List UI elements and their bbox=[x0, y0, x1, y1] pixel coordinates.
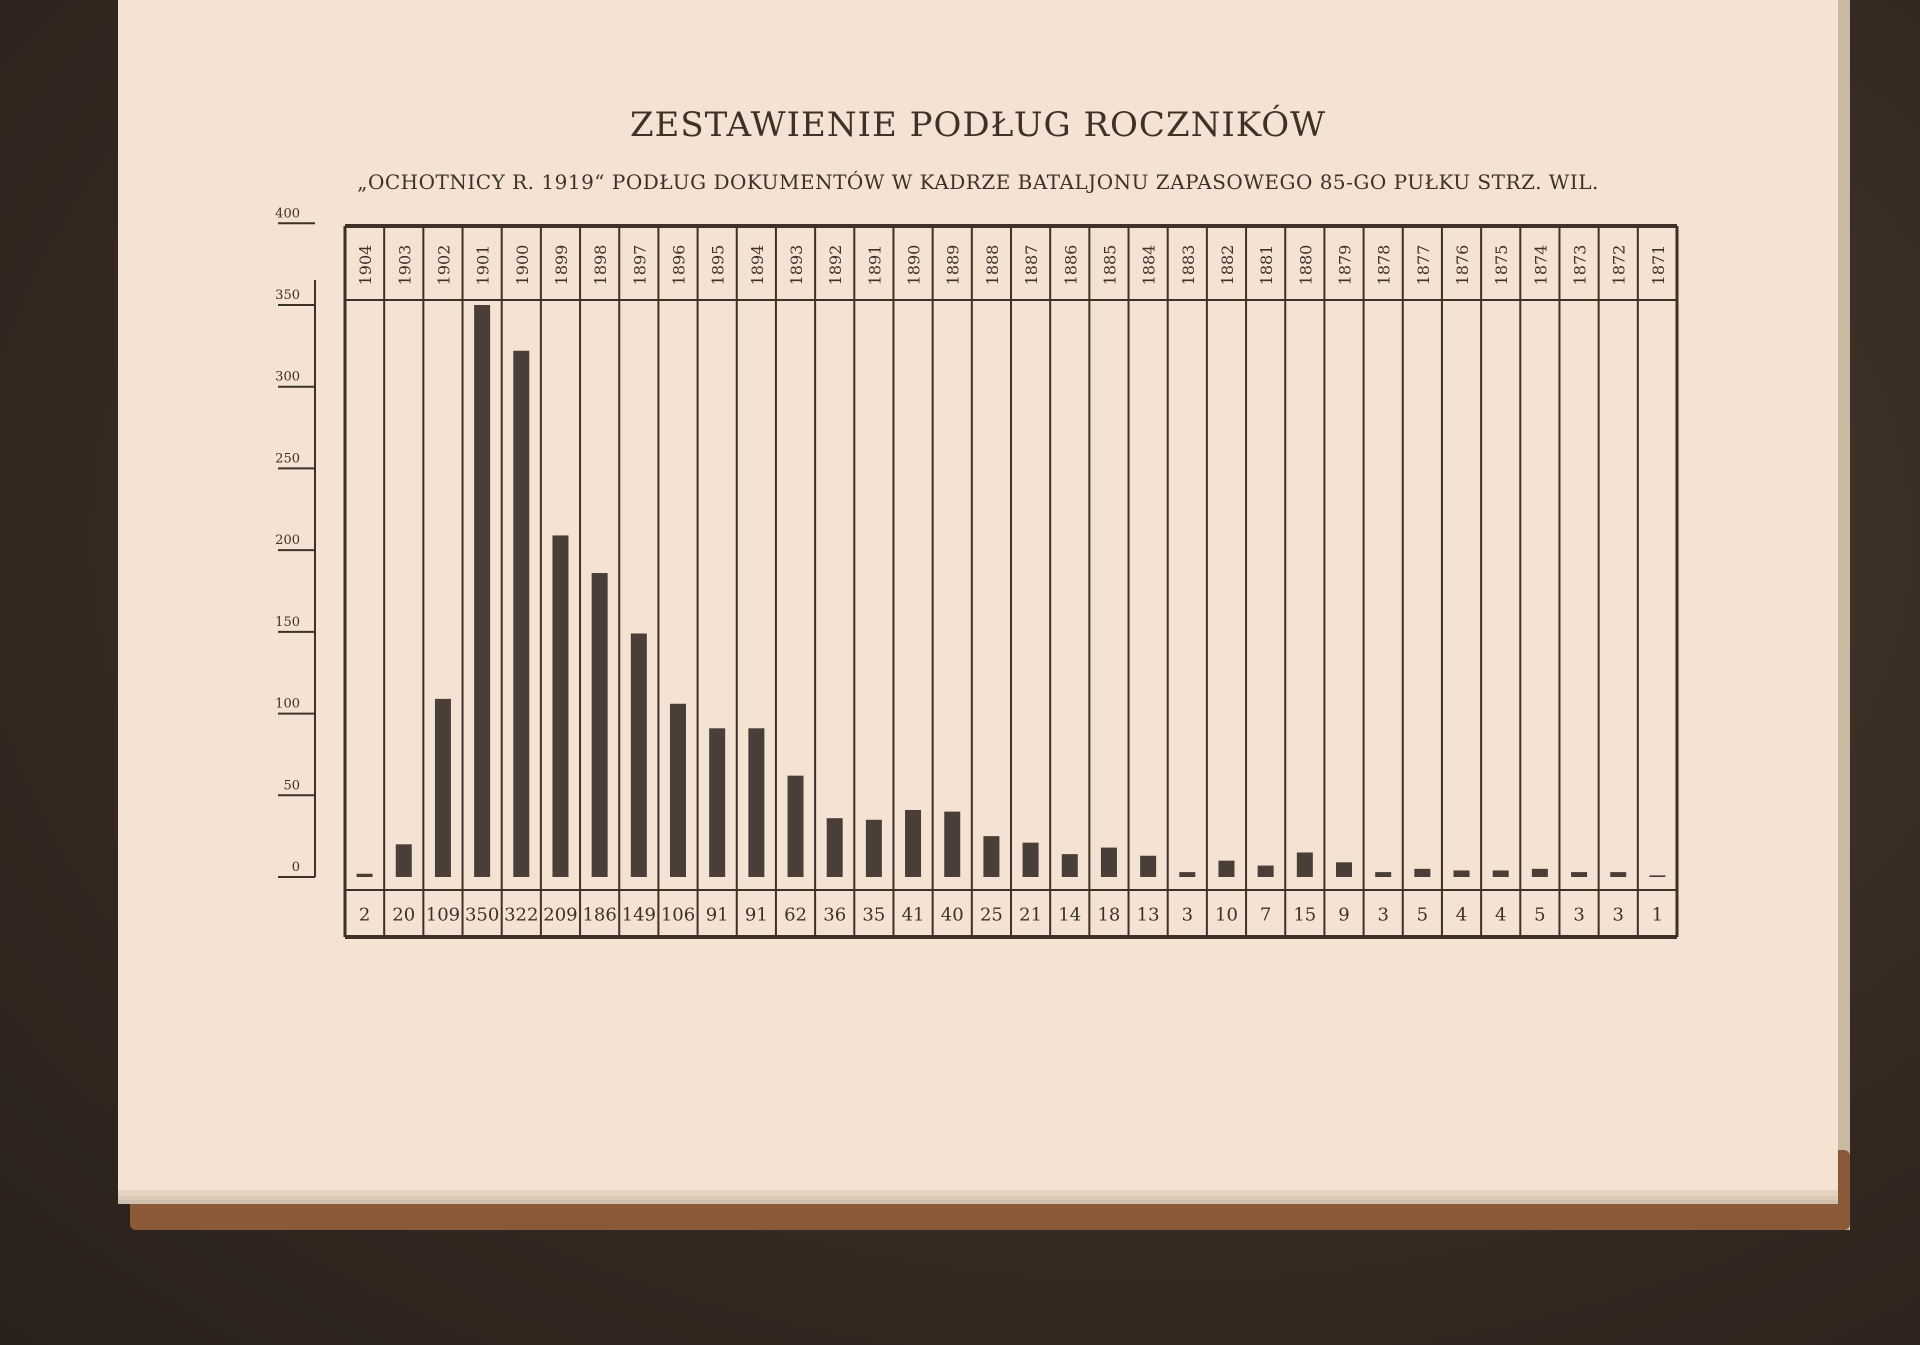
y-tick-label: 150 bbox=[275, 614, 300, 630]
value-label-1874: 5 bbox=[1534, 904, 1546, 926]
bar-1904 bbox=[357, 874, 373, 877]
bar-1877 bbox=[1414, 869, 1430, 877]
year-label-1880: 1880 bbox=[1296, 244, 1316, 286]
y-tick-label: 250 bbox=[275, 451, 300, 467]
year-label-1901: 1901 bbox=[473, 244, 493, 286]
year-label-1903: 1903 bbox=[395, 244, 415, 286]
year-label-1886: 1886 bbox=[1061, 244, 1081, 286]
bar-1891 bbox=[866, 820, 882, 877]
year-label-1904: 1904 bbox=[356, 244, 376, 286]
value-label-1901: 350 bbox=[464, 904, 500, 926]
value-label-1903: 20 bbox=[392, 904, 416, 926]
year-label-1878: 1878 bbox=[1374, 244, 1394, 286]
bar-1881 bbox=[1258, 866, 1274, 877]
year-label-1890: 1890 bbox=[904, 244, 924, 286]
value-label-1893: 62 bbox=[784, 904, 807, 926]
year-label-1887: 1887 bbox=[1022, 244, 1042, 286]
year-label-1881: 1881 bbox=[1257, 244, 1277, 286]
chart-subtitle: „OCHOTNICY R. 1919“ PODŁUG DOKUMENTÓW W KADRZE BATALJONU ZAPASOWEGO 85-GO PUŁKU STRZ. WIL. bbox=[357, 170, 1599, 194]
bar-1888 bbox=[983, 836, 999, 877]
year-label-1884: 1884 bbox=[1139, 244, 1159, 286]
value-label-1875: 4 bbox=[1494, 904, 1507, 926]
y-tick-label: 50 bbox=[283, 778, 300, 794]
value-label-1894: 91 bbox=[744, 904, 768, 926]
value-label-1871: 1 bbox=[1651, 904, 1664, 926]
value-label-1873: 3 bbox=[1573, 904, 1585, 926]
value-label-1883: 3 bbox=[1181, 904, 1194, 926]
year-label-1902: 1902 bbox=[434, 244, 454, 286]
bar-1889 bbox=[944, 812, 960, 877]
year-label-1892: 1892 bbox=[826, 244, 846, 286]
value-label-1877: 5 bbox=[1416, 904, 1429, 926]
value-label-1904: 2 bbox=[358, 904, 371, 926]
bar-1892 bbox=[827, 818, 843, 877]
bar-1878 bbox=[1375, 872, 1391, 877]
value-label-1896: 106 bbox=[660, 904, 696, 926]
value-label-1889: 40 bbox=[940, 904, 964, 926]
bar-1886 bbox=[1062, 854, 1078, 877]
y-tick-label: 400 bbox=[275, 206, 300, 222]
year-label-1874: 1874 bbox=[1531, 244, 1551, 286]
value-label-1885: 18 bbox=[1097, 904, 1121, 926]
bar-1902 bbox=[435, 699, 451, 877]
value-label-1880: 15 bbox=[1293, 904, 1317, 926]
bar-1901 bbox=[474, 305, 490, 877]
bar-1872 bbox=[1610, 872, 1626, 877]
bar-1880 bbox=[1297, 852, 1313, 877]
year-label-1872: 1872 bbox=[1609, 244, 1629, 286]
bar-1895 bbox=[709, 728, 725, 877]
bar-1871 bbox=[1649, 875, 1665, 877]
value-label-1882: 10 bbox=[1215, 904, 1238, 926]
year-label-1871: 1871 bbox=[1648, 244, 1668, 286]
year-label-1873: 1873 bbox=[1570, 244, 1590, 286]
bar-1896 bbox=[670, 704, 686, 877]
bar-1876 bbox=[1454, 870, 1470, 877]
bar-1883 bbox=[1179, 872, 1195, 877]
chart-title: ZESTAWIENIE PODŁUG ROCZNIKÓW bbox=[629, 105, 1327, 145]
value-label-1899: 209 bbox=[543, 904, 578, 926]
bar-1884 bbox=[1140, 856, 1156, 877]
year-label-1899: 1899 bbox=[551, 244, 571, 286]
bar-1885 bbox=[1101, 848, 1117, 877]
bar-1890 bbox=[905, 810, 921, 877]
y-tick-label: 300 bbox=[275, 369, 300, 385]
year-label-1879: 1879 bbox=[1335, 244, 1355, 286]
year-label-1898: 1898 bbox=[591, 244, 611, 286]
year-label-1895: 1895 bbox=[708, 244, 728, 286]
year-label-1891: 1891 bbox=[865, 244, 885, 286]
value-label-1879: 9 bbox=[1338, 904, 1350, 926]
value-label-1897: 149 bbox=[621, 904, 657, 926]
bar-1903 bbox=[396, 844, 412, 877]
y-tick-label: 0 bbox=[291, 860, 300, 875]
bar-1898 bbox=[592, 573, 608, 877]
bar-1882 bbox=[1218, 861, 1234, 877]
value-label-1898: 186 bbox=[582, 904, 617, 926]
bar-1879 bbox=[1336, 862, 1352, 877]
year-label-1877: 1877 bbox=[1413, 244, 1433, 286]
bar-1875 bbox=[1493, 870, 1509, 877]
value-label-1902: 109 bbox=[425, 904, 461, 926]
year-label-1889: 1889 bbox=[943, 244, 963, 286]
value-label-1884: 13 bbox=[1136, 904, 1160, 926]
bar-1873 bbox=[1571, 872, 1587, 877]
value-label-1900: 322 bbox=[504, 904, 539, 926]
y-tick-label: 350 bbox=[275, 288, 300, 303]
value-label-1891: 35 bbox=[862, 904, 886, 926]
year-label-1882: 1882 bbox=[1217, 244, 1237, 286]
value-label-1890: 41 bbox=[901, 904, 925, 926]
value-label-1887: 21 bbox=[1019, 904, 1043, 926]
bar-1893 bbox=[788, 776, 804, 877]
value-label-1886: 14 bbox=[1058, 904, 1082, 926]
year-label-1894: 1894 bbox=[747, 244, 767, 286]
year-label-1876: 1876 bbox=[1453, 244, 1473, 286]
year-label-1883: 1883 bbox=[1178, 244, 1198, 286]
bar-1894 bbox=[748, 728, 764, 877]
bar-1874 bbox=[1532, 869, 1548, 877]
value-label-1872: 3 bbox=[1612, 904, 1624, 926]
year-label-1893: 1893 bbox=[787, 244, 807, 286]
value-label-1881: 7 bbox=[1259, 904, 1272, 926]
value-label-1895: 91 bbox=[705, 904, 729, 926]
value-label-1888: 25 bbox=[979, 904, 1003, 926]
year-label-1897: 1897 bbox=[630, 244, 650, 286]
value-label-1878: 3 bbox=[1377, 904, 1389, 926]
year-label-1875: 1875 bbox=[1492, 244, 1512, 286]
bar-1899 bbox=[552, 535, 568, 877]
bar-1887 bbox=[1023, 843, 1039, 877]
year-label-1885: 1885 bbox=[1100, 244, 1120, 286]
bar-1900 bbox=[513, 351, 529, 877]
value-label-1892: 36 bbox=[823, 904, 847, 926]
y-tick-label: 100 bbox=[275, 696, 300, 712]
y-tick-label: 200 bbox=[275, 533, 300, 549]
year-label-1896: 1896 bbox=[669, 244, 689, 286]
year-label-1888: 1888 bbox=[982, 244, 1002, 286]
bar-1897 bbox=[631, 633, 647, 877]
year-label-1900: 1900 bbox=[512, 244, 532, 286]
value-label-1876: 4 bbox=[1455, 904, 1468, 926]
